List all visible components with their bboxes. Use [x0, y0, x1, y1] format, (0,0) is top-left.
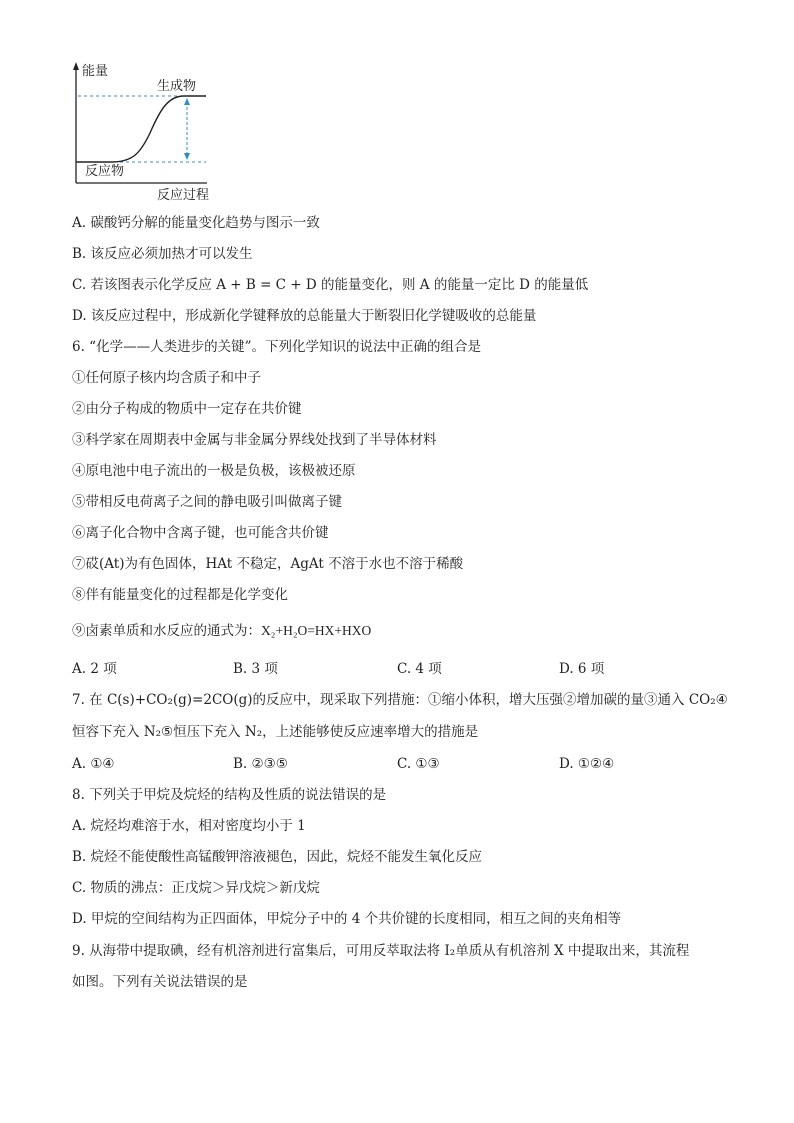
- q8-option-a: A. 烷烃均难溶于水，相对密度均小于 1: [72, 818, 306, 834]
- reactant-label: 反应物: [85, 164, 125, 179]
- y-axis-arrow: [73, 62, 79, 70]
- q5-option-d: D. 该反应过程中，形成新化学键释放的总能量大于断裂旧化学键吸收的总能量: [72, 308, 537, 324]
- product-label: 生成物: [157, 79, 197, 94]
- q6-statement-9-prefix: ⑨卤素单质和水反应的通式为：: [72, 623, 261, 639]
- q8-option-d: D. 甲烷的空间结构为正四面体，甲烷分子中的 4 个共价键的长度相同，相互之间的夹角相等: [72, 911, 622, 927]
- arrow-head-down: [184, 153, 190, 160]
- q6-statement-9-formula: X₂+H₂O=HX+HXO: [261, 623, 372, 638]
- q6-statement-1: ①任何原子核内均含质子和中子: [72, 370, 261, 386]
- q7-stem-line-2: 恒容下充入 N₂⑤恒压下充入 N₂，上述能够使反应速率增大的措施是: [72, 724, 479, 740]
- q6-statement-6: ⑥离子化合物中含离子键，也可能含共价键: [72, 525, 329, 541]
- q6-option-b: B. 3 项: [233, 661, 278, 677]
- q6-statement-3: ③科学家在周期表中金属与非金属分界线处找到了半导体材料: [72, 432, 437, 448]
- q7-option-b: B. ②③⑤: [233, 756, 288, 772]
- q9-stem-line-2: 如图。下列有关说法错误的是: [72, 974, 248, 990]
- y-axis-label: 能量: [82, 64, 109, 79]
- q7-option-d: D. ①②④: [559, 756, 615, 772]
- arrow-head-up: [184, 98, 190, 105]
- q5-option-c: C. 若该图表示化学反应 A + B = C + D 的能量变化，则 A 的能量一定比 D 的能量低: [72, 277, 589, 293]
- q7-option-c: C. ①③: [397, 756, 440, 772]
- q6-statement-9: [72, 622, 371, 640]
- q6-statement-2: ②由分子构成的物质中一定存在共价键: [72, 401, 302, 417]
- q6-option-c: C. 4 项: [397, 661, 442, 677]
- q6-stem: 6. “化学——人类进步的关键”。下列化学知识的说法中正确的组合是: [72, 339, 481, 355]
- x-axis-label: 反应过程: [157, 188, 210, 203]
- q6-option-a: A. 2 项: [72, 661, 117, 677]
- q8-option-b: B. 烷烃不能使酸性高锰酸钾溶液褪色，因此，烷烃不能发生氧化反应: [72, 849, 483, 865]
- q9-stem-line-1: 9. 从海带中提取碘，经有机溶剂进行富集后，可用反萃取法将 I₂单质从有机溶剂 X 中提取出来，其流程: [72, 943, 690, 959]
- q5-option-b: B. 该反应必须加热才可以发生: [72, 246, 253, 262]
- q8-option-c: C. 物质的沸点：正戊烷＞异戊烷＞新戊烷: [72, 880, 320, 896]
- q6-statement-7: ⑦砹(At)为有色固体，HAt 不稳定，AgAt 不溶于水也不溶于稀酸: [72, 556, 464, 572]
- q8-stem: 8. 下列关于甲烷及烷烃的结构及性质的说法错误的是: [72, 787, 387, 803]
- q7-stem-line-1: 7. 在 C(s)+CO₂(g)=2CO(g)的反应中，现采取下列措施：①缩小体积，增大压强②增加碳的量③通入 CO₂④: [72, 692, 728, 708]
- q6-statement-4: ④原电池中电子流出的一极是负极，该极被还原: [72, 463, 356, 479]
- q7-option-a: A. ①④: [72, 756, 115, 772]
- q5-option-a: A. 碳酸钙分解的能量变化趋势与图示一致: [72, 215, 320, 231]
- q6-option-d: D. 6 项: [559, 661, 605, 677]
- q6-statement-8: ⑧伴有能量变化的过程都是化学变化: [72, 587, 288, 603]
- energy-diagram: [62, 58, 232, 210]
- q6-statement-5: ⑤带相反电荷离子之间的静电吸引叫做离子键: [72, 494, 342, 510]
